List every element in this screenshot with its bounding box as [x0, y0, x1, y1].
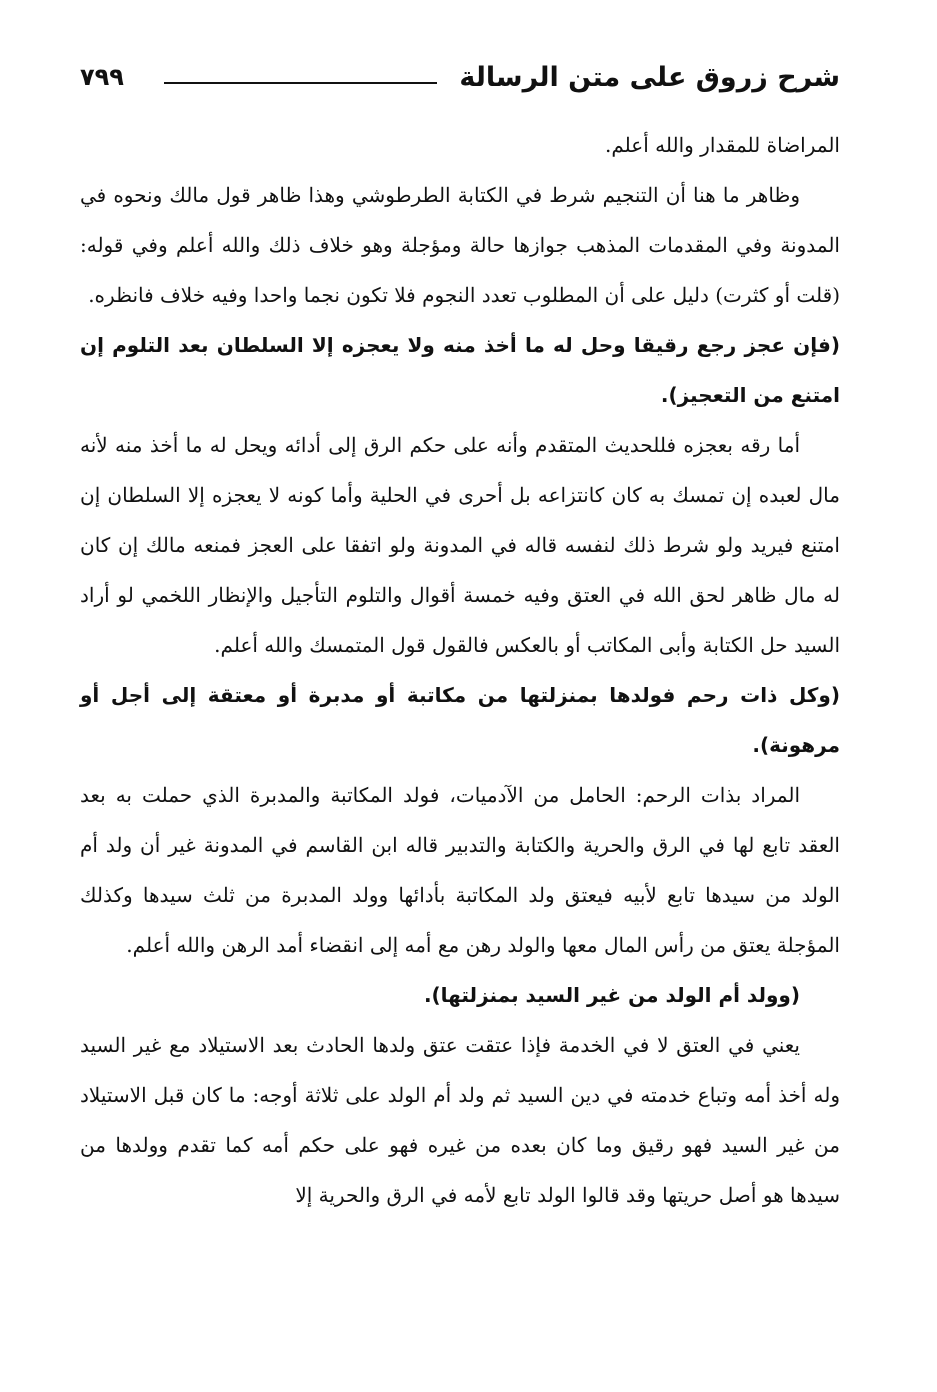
commentary-paragraph: أما رقه بعجزه فللحديث المتقدم وأنه على حكم الرق إلى أدائه ويحل له ما أخذ منه لأنه مال لعبده إن تمسك به كان كانتزاعه بل أحرى في الحلية وأما كونه لا يعجزه إلا السلطان إن امتنع فيريد ولو شرط ذلك لنفسه قاله في المدونة ولو اتفقا على العجز فمنعه مالك إن كان له مال ظاهر لحق الله في العتق وفيه خمسة أقوال والتلوم التأجيل والإنظار اللخمي لو أراد السيد حل الكتابة وأبى المكاتب أو بالعكس فالقول قول المتمسك والله أعلم. [80, 433, 840, 657]
matn-paragraph: (وولد أم الولد من غير السيد بمنزلتها). [423, 983, 800, 1007]
commentary-paragraph: يعني في العتق لا في الخدمة فإذا عتقت عتق ولدها الحادث بعد الاستيلاد مع غير السيد وله أخذ أمه وتباع خدمته في دين السيد ثم ولد أم الولد على ثلاثة أوجه: ما كان قبل الاستيلاد من غير السيد فهو رقيق وما كان بعده من غيره فهو على حكم أمه كما تقدم وولدها من سيدها هو أصل حريتها وقد قالوا الولد تابع لأمه في الرق والحرية إلا [80, 1033, 840, 1207]
page-header [80, 52, 840, 102]
matn-paragraph: (وكل ذات رحم فولدها بمنزلتها من مكاتبة أو مدبرة أو معتقة إلى أجل أو مرهونة). [80, 683, 840, 757]
header-rule [164, 82, 437, 84]
commentary-paragraph: المراضاة للمقدار والله أعلم. [605, 133, 840, 157]
commentary-paragraph: وظاهر ما هنا أن التنجيم شرط في الكتابة الطرطوشي وهذا ظاهر قول مالك ونحوه في المدونة وفي المقدمات المذهب جوازها حالة ومؤجلة وهو خلاف ذلك والله أعلم وفي قوله: (قلت أو كثرت) دليل على أن المطلوب تعدد النجوم فلا تكون نجما واحدا وفيه خلاف فانظره. [80, 183, 840, 307]
page-number: ٧٩٩ [80, 63, 124, 91]
commentary-paragraph: المراد بذات الرحم: الحامل من الآدميات، فولد المكاتبة والمدبرة الذي حملت به بعد العقد تابع لها في الرق والحرية والكتابة والتدبير قاله ابن القاسم في المدونة غير أن ولد أم الولد من سيدها تابع لأبيه فيعتق ولد المكاتبة بأدائها وولد المدبرة من ثلث سيدها وكذلك المؤجلة يعتق من رأس المال معها والولد رهن مع أمه إلى انقضاء أمد الرهن والله أعلم. [80, 783, 840, 957]
matn-paragraph: (فإن عجز رجع رقيقا وحل له ما أخذ منه ولا يعجزه إلا السلطان بعد التلوم إن امتنع من التعجيز). [80, 333, 840, 407]
running-title: شرح زروق على متن الرسالة [459, 61, 840, 93]
body-text [80, 120, 840, 1220]
